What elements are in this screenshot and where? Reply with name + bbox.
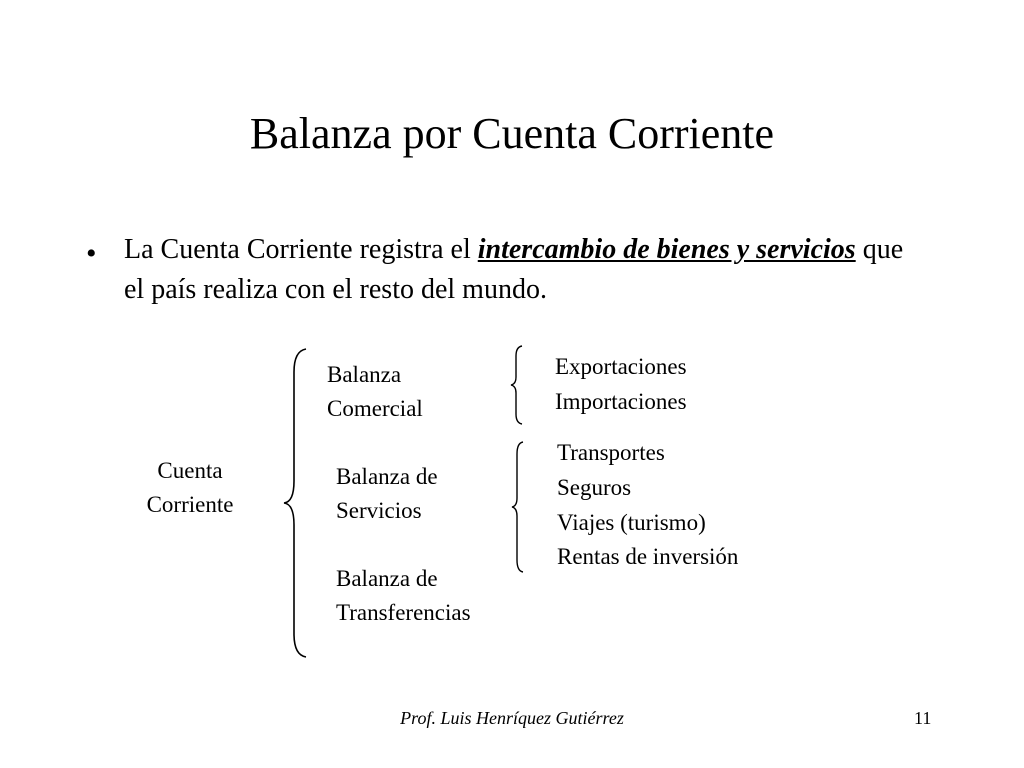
diagram-root: Cuenta Corriente bbox=[146, 458, 234, 517]
commercial-brace-icon bbox=[508, 344, 524, 426]
branch-transfers: Balanza de Transferencias bbox=[336, 566, 471, 625]
bullet-emphasis: intercambio de bienes y servicios bbox=[477, 234, 856, 265]
item-rentas: Rentas de inversión bbox=[557, 544, 739, 569]
footer-page-number: 11 bbox=[914, 708, 932, 728]
item-seguros: Seguros bbox=[557, 475, 632, 500]
item-transportes: Transportes bbox=[557, 440, 665, 465]
bullet-text-before: La Cuenta Corriente registra el bbox=[124, 234, 478, 265]
slide-title: Balanza por Cuenta Corriente bbox=[249, 109, 775, 158]
branch-commercial: Balanza Comercial bbox=[327, 362, 423, 421]
item-exportaciones: Exportaciones bbox=[555, 354, 687, 379]
branch-services: Balanza de Servicios bbox=[336, 464, 438, 523]
item-importaciones: Importaciones bbox=[555, 389, 687, 414]
item-viajes: Viajes (turismo) bbox=[557, 510, 706, 535]
bullet-text bbox=[124, 230, 924, 310]
root-brace-icon bbox=[280, 346, 310, 660]
services-brace-icon bbox=[509, 440, 525, 574]
bullet-dot: • bbox=[86, 237, 97, 270]
bullet-text-after: que el país realiza con el resto del mundo. bbox=[124, 234, 904, 305]
footer-author: Prof. Luis Henríquez Gutiérrez bbox=[400, 708, 624, 728]
